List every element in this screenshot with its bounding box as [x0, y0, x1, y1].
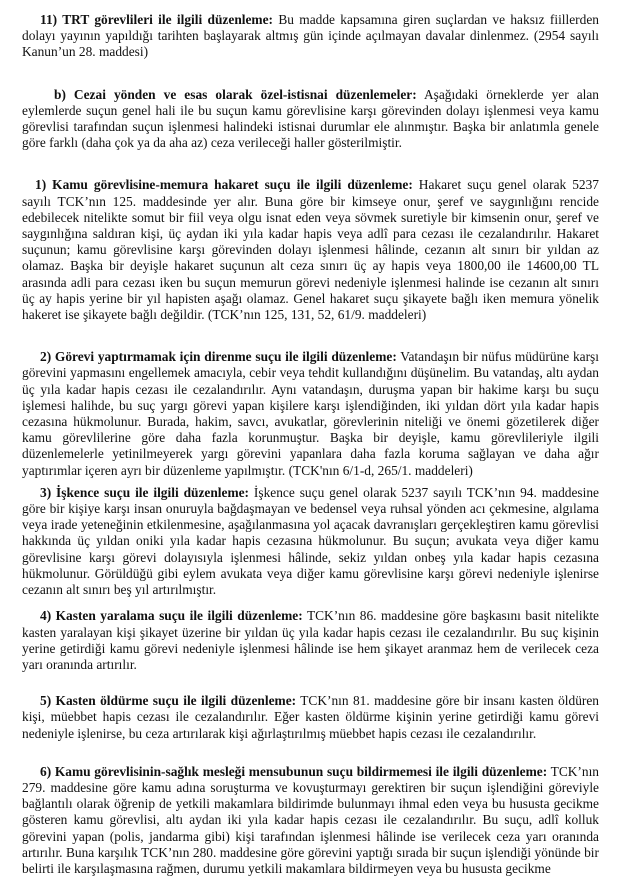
paragraph-body: TCK’nın 81. maddesine göre bir insanı kasten öldüren kişi, müebbet hapis cezası ile cezalandırılır. Eğer kasten öldürme kişinin yerine getirdiği kamu görevi nedeniyle işlenirse, bu ceza artırılarak kişi ağırlaştırılmış müebbet hapis cezası ile cezalandırılır. [22, 693, 599, 741]
paragraph-kasten-yaralama [22, 608, 599, 673]
paragraph-iskence [22, 485, 599, 598]
paragraph-heading: 2) Görevi yaptırmamak için direnme suçu ile ilgili düzenleme: [40, 349, 397, 365]
paragraph-heading: 4) Kasten yaralama suçu ile ilgili düzenleme: [40, 608, 303, 624]
paragraph-suc-bildirmeme [22, 764, 599, 877]
paragraph-cezai-yonden [22, 87, 599, 152]
paragraph-heading: 6) Kamu görevlisinin-sağlık mesleği mensubunun suçu bildirmemesi ile ilgili düzenleme: [40, 763, 548, 779]
paragraph-body: Bu madde kapsamına giren suçlardan ve haksız fiillerden dolayı yayının yapıldığı tarihten başlayarak altmış gün içinde açılmayan davalar dinlenmez. (2954 sayılı Kanun’un 28. maddesi) [22, 12, 599, 60]
paragraph-body: TCK’nın 279. maddesine göre kamu adına soruşturma ve kovuşturmayı gerektiren bir suçun işlendiğini göreviyle bağlantılı olarak öğrenip de yetkili makamlara bildirimde bulunmayı ihmal eden veya bu hususta gecikme gösteren kamu görevlisi, altı aydan iki yıla kadar hapis cezası ile cezalandırılır. Bu suçu, adlî kolluk görevini yapan (polis, jandarma gibi) kişi tarafından işlenmesi hâlinde ise verilecek ceza yarı oranında artırılır. Buna karşılık TCK’nın 280. maddesine göre görevini yaptığı sırada bir suçun işlendiği yönünde bir belirti ile karşılaşmasına rağmen, durumu yetkili makamlara bildirmeyen veya bu hususta gecikme [22, 763, 600, 876]
paragraph-heading: 5) Kasten öldürme suçu ile ilgili düzenleme: [40, 693, 297, 709]
paragraph-body: TCK’nın 86. maddesine göre başkasını basit nitelikte kasten yaralayan kişi şikayet üzerine bir yıldan üç yıla kadar hapis cezası ile cezalandırılır. Bu suç kişinin yerine getirdiği kamu görevi nedeniyle işlenmesi hâlinde ise hem şikayet aranmaz hem de verilecek ceza yarı oranında artırılır. [22, 608, 599, 672]
paragraph-body: Hakaret suçu genel olarak 5237 sayılı TCK’nın 125. maddesinde yer alır. Buna göre bir kimseye onur, şeref ve saygınlığını rencide edebilecek nitelikte somut bir fiil veya olgu isnat eden veya sövmek suretiyle bir kimsenin onur, şeref ve saygınlığına saldıran kişi, üç aydan iki yıla kadar hapis veya adlî para cezası ile cezalandırılır. Hakaret suçunun; kamu görevlisine karşı görevinden dolayı işlenmesi hâlinde, cezanın alt sınırı bir yıldan az olamaz. Başka bir deyişle hakaret suçunun alt ceza sınırı üç ay hapis veya 1800,00 ile 14600,00 TL arasında adli para cezası iken bu suçun memurun görevi nedeniyle işlenmesi halinde ise cezanın alt sınırı üç ay hapis yerine bir yıl hapisten aşağı olamaz. Genel hakaret suçu şikayete bağlı iken memura yönelik hakeret ise şikayete bağlı değildir. (TCK’nın 125, 131, 52, 61/9. maddeleri) [22, 177, 599, 323]
paragraph-kasten-oldurme [22, 693, 599, 742]
paragraph-body: Vatandaşın bir nüfus müdürüne karşı görevini yapmasını engellemek amacıyla, cebir veya tehdit kullandığını düşünelim. Bu vatandaş, altı aydan üç yıla kadar hapis cezası ile cezalandırılır. Aynı vatandaşın, duruşma yapan bir hakime karşı bu suçu işlemesi halihde, bu suç yargı görevi yapan kişilere karşı işlendiğinden, iki yıldan dört yıla kadar hapis cezasına hükmolunur. Burada, hakim, savcı, avukatlar, görevlerinin niteliği ve önemi gözetilerek diğer kamu görevlilerine göre daha fazla korunmuştur. Başka bir deyişle, kamu görevlileriyle ilgili düzenlemelerle yetinilmeyerek yargı görevini yapanlara daha fazla koruma sağlayan ve daha ağır yaptırımlar içeren ayrı bir düzenleme yapılmıştır. (TCK'nın 6/1-d, 265/1. maddeleri) [22, 349, 599, 478]
paragraph-heading: 1) Kamu görevlisine-memura hakaret suçu ile ilgili düzenleme: [35, 177, 413, 193]
paragraph-direnme [22, 349, 599, 479]
paragraph-trt [22, 12, 599, 61]
paragraph-heading: 3) İşkence suçu ile ilgili düzenleme: [40, 484, 250, 500]
paragraph-body: Aşağıdaki örneklerde yer alan eylemlerde suçun genel hali ile bu suçun kamu görevlisine karşı görevinden dolayı işlenmesi veya kamu görevlisi tarafından suçun işlenmesi halindeki istisnai durumlar ele alınmıştır. Başka bir anlatımla genele göre farklı (daha çok ya da aha az) ceza verileceği haller gösterilmiştir. [22, 86, 599, 151]
paragraph-heading: b) Cezai yönden ve esas olarak özel-istisnai düzenlemeler: [54, 86, 417, 102]
paragraph-body: İşkence suçu genel olarak 5237 sayılı TCK’nın 94. maddesine göre bir kişiye karşı insan onuruyla bağdaşmayan ve bedensel veya ruhsal yönden acı çekmesine, algılama veya irade yeteneğinin etkilenmesine, aşağılanmasına yol açacak davranışları gerçekleştiren kamu görevlisi hakkında üç yıldan oniki yıla kadar hapis cezasına hükmolunur. Bu suçun; avukata veya diğer kamu görevlisine karşı görevi dolayısıyla işlenmesi hâlinde, sekiz yıldan onbeş yıla kadar hapis cezasına hükmolunur. Görüldüğü gibi eylem avukata veya diğer kamu görevlisine karşı görevi nedeniyle işlenirse cezanın alt sınırı beş yıl artırılmıştır. [22, 484, 599, 598]
paragraph-hakaret [22, 177, 599, 323]
paragraph-heading: 11) TRT görevlileri ile ilgili düzenleme: [40, 12, 273, 27]
